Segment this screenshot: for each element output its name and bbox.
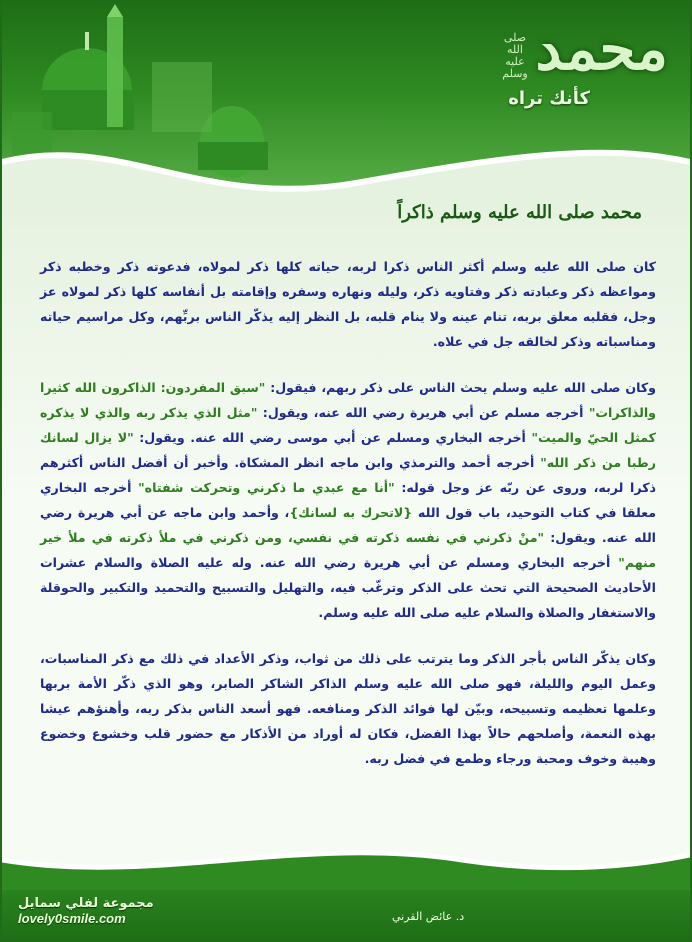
article-body xyxy=(40,254,656,792)
site-credit xyxy=(18,896,154,926)
site-name-arabic: مجموعة لفلي سمايل xyxy=(18,896,154,911)
author-name: د. عائض القرني xyxy=(392,910,465,923)
header-wave xyxy=(2,122,690,202)
text-span: وكان صلى الله عليه وسلم يحث الناس على ذكر ربهم، فيقول: xyxy=(265,380,656,395)
text-span: أخرجه البخاري ومسلم عن أبي موسى رضي الله عنه. ويقول: xyxy=(133,430,532,445)
paragraph-2 xyxy=(40,375,656,625)
brand-subtitle: كأنك تراه xyxy=(508,88,590,109)
article-title: محمد صلى الله عليه وسلم ذاكراً xyxy=(397,202,642,223)
brand-blessing: صلى الله عليه وسلم xyxy=(502,31,528,81)
header-banner xyxy=(2,2,690,202)
hadith-quote: "سبق المفردون: الذاكرون الله كثيرا والذاكرات" xyxy=(40,380,656,420)
text-span: ، وأحمد وابن ماجه عن أبي هريرة رضي الله عنه. ويقول: xyxy=(40,505,656,545)
paragraph-1: كان صلى الله عليه وسلم أكثر الناس ذكرا لربه، حياته كلها ذكر لمولاه، فدعوته ذكر وخطبه ذكر ومواعظه ذكر وعبادته ذكر وفتاويه ذكر، وليله ونهاره وسفره وإقامته بل أنفاسه كلها ذكر لمولاه عز وجل، فقلبه معلق بربه، تنام عينه ولا ينام قلبه، بل النظر إليه يذكّر الناس بربِّهم، وكل مراسيم حياته ومناسباته وذكر لخالقه جل في علاه. xyxy=(40,259,656,349)
hadith-quote: "منْ ذكرني في نفسه ذكرته في نفسي، ومن ذكرني في ملأ ذكرته في ملأ خير منهم" xyxy=(40,530,656,570)
hadith-quote: "أنا مع عبدي ما ذكرني وتحركت شفتاه" xyxy=(138,480,395,495)
text-span: أخرجه البخاري معلقا في كتاب التوحيد، باب قول الله xyxy=(40,480,657,520)
text-span: أخرجه مسلم عن أبي هريرة رضي الله عنه، ويقول: xyxy=(257,405,589,420)
hadith-quote: "لا يزال لسانك رطبا من ذكر الله" xyxy=(40,430,656,470)
text-span: أخرجه البخاري ومسلم عن أبي هريرة رضي الله عنه. وله عليه الصلاة والسلام عشرات الأحاديث الصحيحة التي تحث على الذكر وترغّب فيه، والتهليل والتسبيح والتحميد والتكبير والحوقلة والاستغفار والصلاة والسلام عليه صلى الله عليه وسلم. xyxy=(40,555,656,620)
footer-wave xyxy=(2,830,690,890)
hadith-quote: "مثل الذي يذكر ربه والذي لا يذكره كمثل الحيّ والميت" xyxy=(40,405,656,445)
quran-quote: {لاتحرك به لسانك} xyxy=(289,505,413,520)
text-span: أخرجه أحمد والترمذي وابن ماجه انظر المشكاة. وأخبر أن أفضل الناس أكثرهم ذكرا لربه، وروى عن ربّه عز وجل قوله: xyxy=(40,455,656,495)
footer-banner xyxy=(2,870,690,940)
site-url[interactable]: lovely0smile.com xyxy=(18,911,126,926)
brand-name: محمد xyxy=(535,15,668,83)
paragraph-3: وكان يذكّر الناس بأجر الذكر وما يترتب على ذلك من ثواب، وذكر الأعداد في ذلك مع ذكر المناسبات، وعمل اليوم والليلة، فهو صلى الله عليه وسلم الذاكر الشاكر الصابر، وهو الذي ذكّر الأمة بربها وعلمها تعظيمه وتسبيحه، وبيّن لها فوائد الذكر ومنافعه. فهو أسعد الناس بذكر ربه، وأهنؤهم عيشا بهذه النعمة، وأصلحهم حالاً بهذا الفضل، فكان له أوراد من الأذكار مع حضور قلب وخشوع وخضوع وهيبة وخوف ومحبة ورجاء وطمع في فضل ربه. xyxy=(40,651,656,766)
